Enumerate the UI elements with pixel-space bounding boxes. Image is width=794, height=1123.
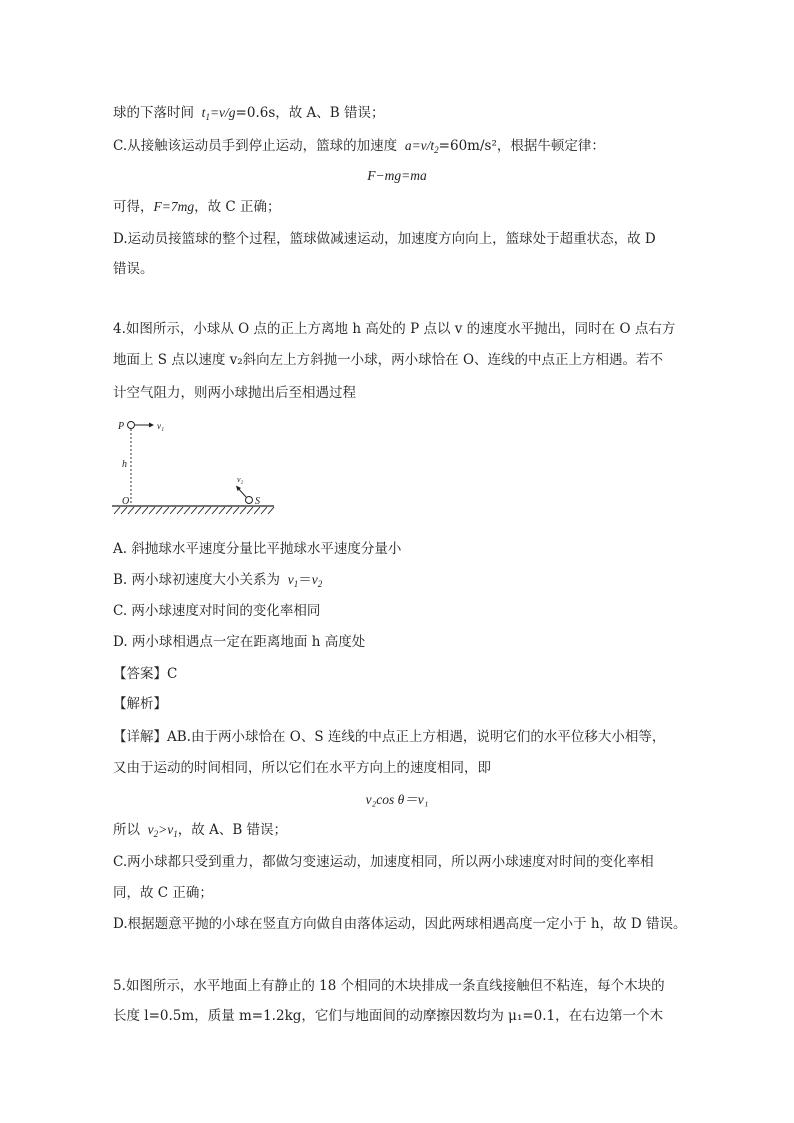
detail-line-6: D.根据题意平抛的小球在竖直方向做自由落体运动，因此两球相遇高度一定小于 h，故 D 错误。	[113, 916, 687, 932]
option-c: C. 两小球速度对时间的变化率相同	[113, 603, 321, 619]
question-4-line-3: 计空气阻力，则两小球抛出后至相遇过程	[113, 385, 356, 401]
text: 球的下落时间	[113, 105, 194, 121]
line-2	[113, 136, 605, 160]
formula: $a=v/t_2$	[401, 138, 439, 155]
option-a: A. 斜抛球水平速度分量比平抛球水平速度分量小	[113, 541, 402, 557]
label-v2: v₂	[237, 475, 244, 484]
label-O: O	[122, 496, 130, 507]
detail-line-2: 又由于运动的时间相同，所以它们在水平方向上的速度相同，即	[113, 760, 491, 776]
question-4-line-1: 4.如图所示，小球从 O 点的正上方离地 h 高处的 P 点以 v 的速度水平抛出，同时在 O 点右方	[113, 321, 676, 337]
projectile-diagram	[108, 414, 280, 522]
question-5-line-1: 5.如图所示，水平地面上有静止的 18 个相同的木块排成一条直线接触但不粘连，每个木块的	[113, 978, 665, 994]
formula: F=7mg	[153, 199, 195, 214]
formula: v₂cos θ＝v₁	[365, 792, 429, 807]
line-3	[113, 197, 281, 217]
option-b: B. 两小球初速度大小关系为 $v_1=v_2$	[113, 572, 323, 589]
detail-line-3	[113, 820, 287, 844]
ground-hatch	[114, 507, 274, 514]
formula: $t_1=v/g$	[198, 105, 236, 122]
ball-P	[128, 422, 135, 429]
equation-2	[0, 790, 794, 810]
label-v1: v₁	[157, 421, 165, 431]
arrowhead-v1	[149, 423, 154, 428]
analysis-heading: 【解析】	[113, 696, 167, 712]
answer: 【答案】C	[113, 666, 178, 682]
label-S: S	[255, 496, 260, 507]
text: =0.6s，故 A、B 错误；	[235, 105, 385, 121]
detail-line-5: 同，故 C 正确；	[113, 885, 213, 901]
label-h: h	[122, 459, 127, 470]
line-5: 错误。	[113, 261, 154, 277]
line-4: D.运动员接篮球的整个过程，篮球做减速运动，加速度方向向上，篮球处于超重状态，故 D	[113, 231, 656, 247]
formula: $v_2$	[311, 572, 323, 589]
question-5-line-2: 长度 l=0.5m，质量 m=1.2kg，它们与地面间的动摩擦因数均为 μ₁=0.1，在右边第一个木	[113, 1008, 664, 1024]
detail-line-4: C.两小球都只受到重力，都做匀变速运动，加速度相同，所以两小球速度对时间的变化率相	[113, 854, 654, 870]
text: ，故 A、B 错误；	[177, 822, 288, 838]
text: C.从接触该运动员手到停止运动，篮球的加速度	[113, 138, 398, 154]
line-1	[113, 103, 385, 127]
detail-line-1: 【详解】AB.由于两小球恰在 O、S 连线的中点正上方相遇，说明它们的水平位移大小相等，	[113, 729, 666, 745]
label-P: P	[118, 421, 125, 432]
formula: $v_1$	[284, 572, 299, 589]
formula: F−mg=ma	[367, 168, 427, 183]
text: 可得，	[113, 199, 154, 215]
text: ，故 C 正确；	[194, 199, 281, 215]
ball-S	[246, 497, 253, 504]
option-d: D. 两小球相遇点一定在距离地面 h 高度处	[113, 634, 366, 650]
formula: $v_2>v_1$	[144, 822, 178, 839]
text: B. 两小球初速度大小关系为	[113, 572, 281, 588]
text: =60m/s²，根据牛顿定律：	[438, 138, 605, 154]
question-4-line-2: 地面上 S 点以速度 v₂斜向左上方斜抛一小球，两小球恰在 O、连线的中点正上方相遇。若不	[113, 352, 664, 368]
equation-1	[0, 166, 794, 186]
text: 所以	[113, 822, 140, 838]
